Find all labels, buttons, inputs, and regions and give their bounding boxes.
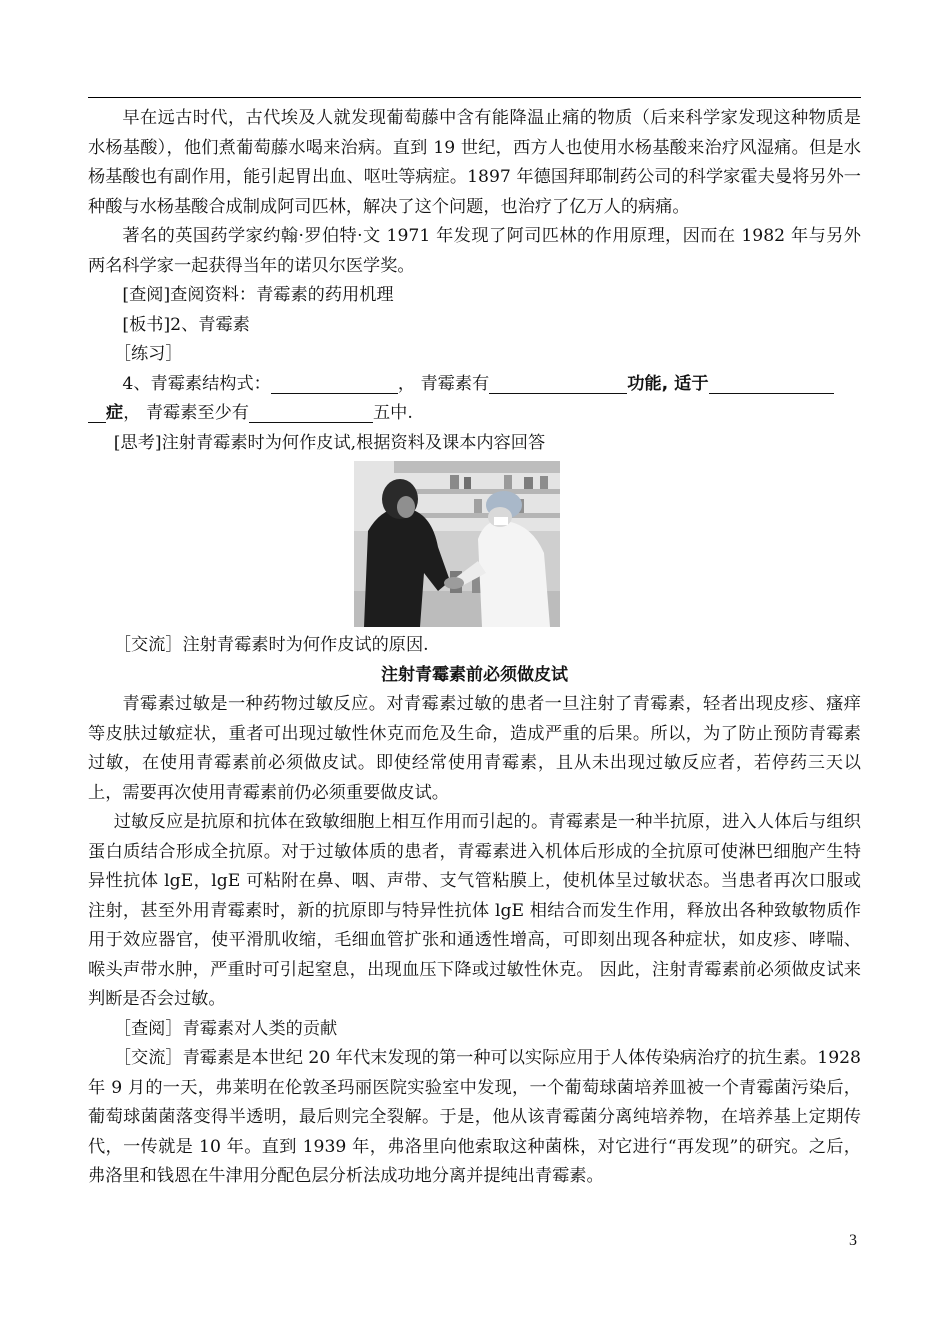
exercise-suffix: 五中. [372,403,413,423]
blank-indication-cont[interactable] [88,404,106,423]
blank-indication[interactable] [709,375,834,394]
paragraph-board-heading: [板书]2、青霉素 [122,314,250,335]
blank-types[interactable] [249,404,373,423]
blank-structure[interactable] [271,375,398,394]
paragraph-lookup-contribution: ［查阅］青霉素对人类的贡献 [113,1018,338,1039]
paragraph-think: [思考]注射青霉素时为何作皮试,根据资料及课本内容回答 [113,432,546,453]
lab-photo [354,461,560,627]
exercise-word-disease: 症 [106,403,124,423]
page-number: 3 [849,1232,857,1249]
section-title: 注射青霉素前必须做皮试 [381,664,568,685]
exercise-sep2: , 适于 [661,373,709,394]
paragraph-lookup-mechanism: [查阅]查阅资料：青霉素的药用机理 [122,285,394,305]
header-rule [88,97,861,98]
exercise-sep3: ， 青霉素至少有 [123,403,249,423]
paragraph-aspirin-history: 早在远古时代，古代埃及人就发现葡萄藤中含有能降温止痛的物质（后来科学家发现这种物质是水杨基酸），他们煮葡萄藤水喝来治病。直到 19 世纪，西方人也使用水杨基酸来治疗风湿痛。但是水杨基酸也有副作用，能引起胃出血、呕吐等病症。1897 年德国拜耶制药公司的科学家霍夫曼将另外一种酸与水杨基酸合成制成阿司匹林，解决了这个问题，也治疗了亿万人的病痛。 [88,108,861,217]
paragraph-aspirin-nobel: 著名的英国药学家约翰·罗伯特·文 1971 年发现了阿司匹林的作用原理，因而在 1982 年与另外两名科学家一起获得当年的诺贝尔医学奖。 [88,226,861,276]
lab-photo-image [354,461,560,627]
paragraph-exchange-reason: ［交流］注射青霉素时为何作皮试的原因. [113,635,429,655]
exercise-word-function: 功能 [627,373,662,394]
paragraph-penicillin-allergy: 青霉素过敏是一种药物过敏反应。对青霉素过敏的患者一旦注射了青霉素，轻者出现皮疹、瘙痒等皮肤过敏症状，重者可出现过敏性休克而危及生命，造成严重的后果。所以，为了防止预防青霉素过敏，在使用青霉素前必须做皮试。即使经常使用青霉素，且从未出现过敏反应者，若停药三天以上，需要再次使用青霉素前仍必须重要做皮试。 [88,694,861,803]
exercise-prefix: 4、青霉素结构式： [122,373,271,394]
exercise-question [88,370,861,429]
paragraph-penicillin-history: ［交流］青霉素是本世纪 20 年代末发现的第一种可以实际应用于人体传染病治疗的抗生素。1928 年 9 月的一天，弗莱明在伦敦圣玛丽医院实验室中发现，一个葡萄球菌培养皿被一个青霉菌污染后，葡萄球菌菌落变得半透明，最后则完全裂解。于是，他从该青霉菌分离纯培养物，在培养基上定期传代，一传就是 10 年。直到 1939 年，弗洛里向他索取这种菌株，对它进行“再发现”的研究。之后，弗洛里和钱恩在牛津用分配色层分析法成功地分离并提纯出青霉素。 [88,1048,861,1186]
paragraph-allergy-mechanism: 过敏反应是抗原和抗体在致敏细胞上相互作用而引起的。青霉素是一种半抗原，进入人体后与组织蛋白质结合形成全抗原。对于过敏体质的患者，青霉素进入机体后形成的全抗原可使淋巴细胞产生特异性抗体 lgE，lgE 可粘附在鼻、咽、声带、支气管粘膜上，使机体呈过敏状态。当患者再次口服或注射，甚至外用青霉素时，新的抗原即与特异性抗体 lgE 相结合而发生作用，释放出各种致敏物质作用于效应器官，使平滑肌收缩，毛细血管扩张和通透性增高，可即刻出现各种症状，如皮疹、哮喘、喉头声带水肿，严重时可引起窒息，出现血压下降或过敏性休克。 因此，注射青霉素前必须做皮试来判断是否会过敏。 [88,812,861,1009]
exercise-sep1: ， 青霉素有 [397,373,490,394]
page-content [88,104,861,1192]
paragraph-exercise-label: ［练习］ [113,344,183,364]
blank-function[interactable] [489,375,627,394]
